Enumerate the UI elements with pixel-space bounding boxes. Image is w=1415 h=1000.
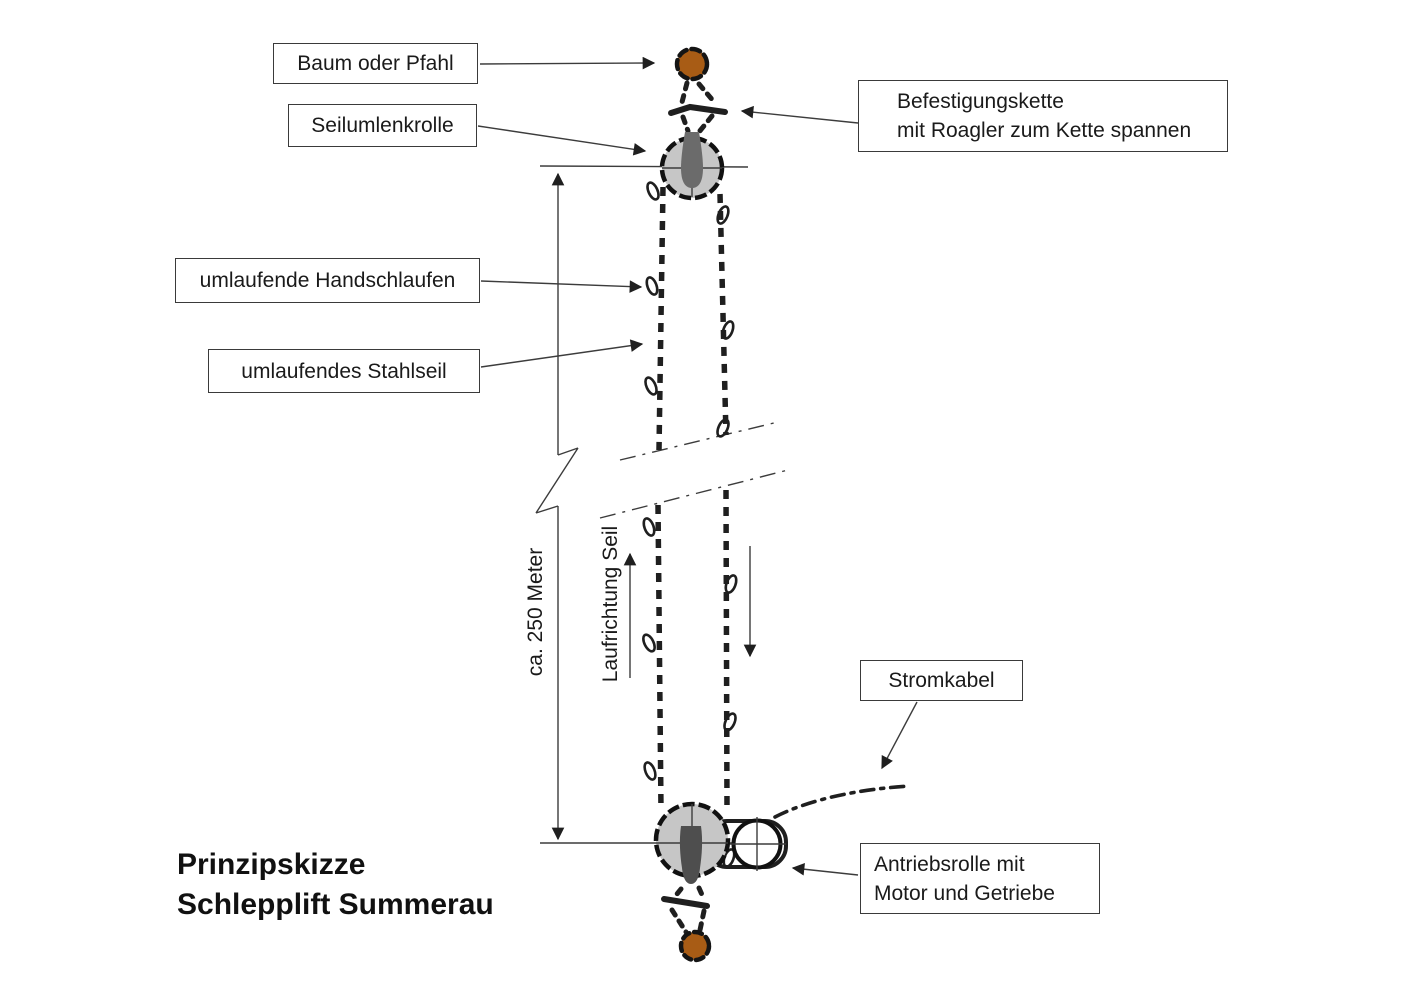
label-stromkabel: Stromkabel	[888, 669, 995, 692]
label-stahlseil: umlaufendes Stahlseil	[241, 359, 447, 383]
label-box-stromkabel	[860, 660, 1023, 701]
drawing-title-line1: Prinzipskizze	[177, 848, 366, 881]
rope-left	[658, 187, 663, 810]
label-antriebsrolle-line2: Motor und Getriebe	[874, 881, 1055, 905]
bottom-fastening-chain	[664, 888, 707, 932]
dimension-extension-lines	[540, 166, 748, 843]
label-befestigungskette-line2: mit Roagler zum Kette spannen	[897, 119, 1192, 142]
label-box-befestigungskette	[858, 80, 1228, 152]
drawing-title	[177, 845, 494, 925]
top-pulley	[662, 132, 722, 198]
top-fastening-chain	[671, 83, 725, 132]
drive-unit	[656, 804, 786, 884]
drawing-title-line2: Schlepplift Summerau	[177, 888, 494, 921]
power-cable	[775, 786, 910, 817]
running-direction-label: Laufrichtung Seil	[599, 525, 622, 683]
label-baum-oder-pfahl: Baum oder Pfahl	[297, 52, 454, 75]
direction-arrows	[630, 546, 750, 678]
rope-right	[720, 194, 727, 808]
label-box-antriebsrolle	[860, 843, 1100, 914]
label-antriebsrolle-line1: Antriebsrolle mit	[874, 852, 1025, 876]
label-box-stahlseil	[208, 349, 480, 393]
label-seilumlenkrolle: Seilumlenkrolle	[311, 114, 454, 137]
dimension-label: ca. 250 Meter	[524, 547, 547, 677]
label-box-baum-oder-pfahl	[273, 43, 478, 84]
label-befestigungskette-line1: Befestigungskette	[897, 90, 1064, 113]
bottom-anchor-circle	[681, 932, 709, 960]
label-box-handschlaufen	[175, 258, 480, 303]
top-anchor-circle	[677, 49, 707, 79]
label-handschlaufen: umlaufende Handschlaufen	[199, 269, 456, 292]
break-lines	[600, 422, 788, 518]
drive-pulley	[656, 804, 728, 884]
label-box-seilumlenkrolle	[288, 104, 477, 147]
